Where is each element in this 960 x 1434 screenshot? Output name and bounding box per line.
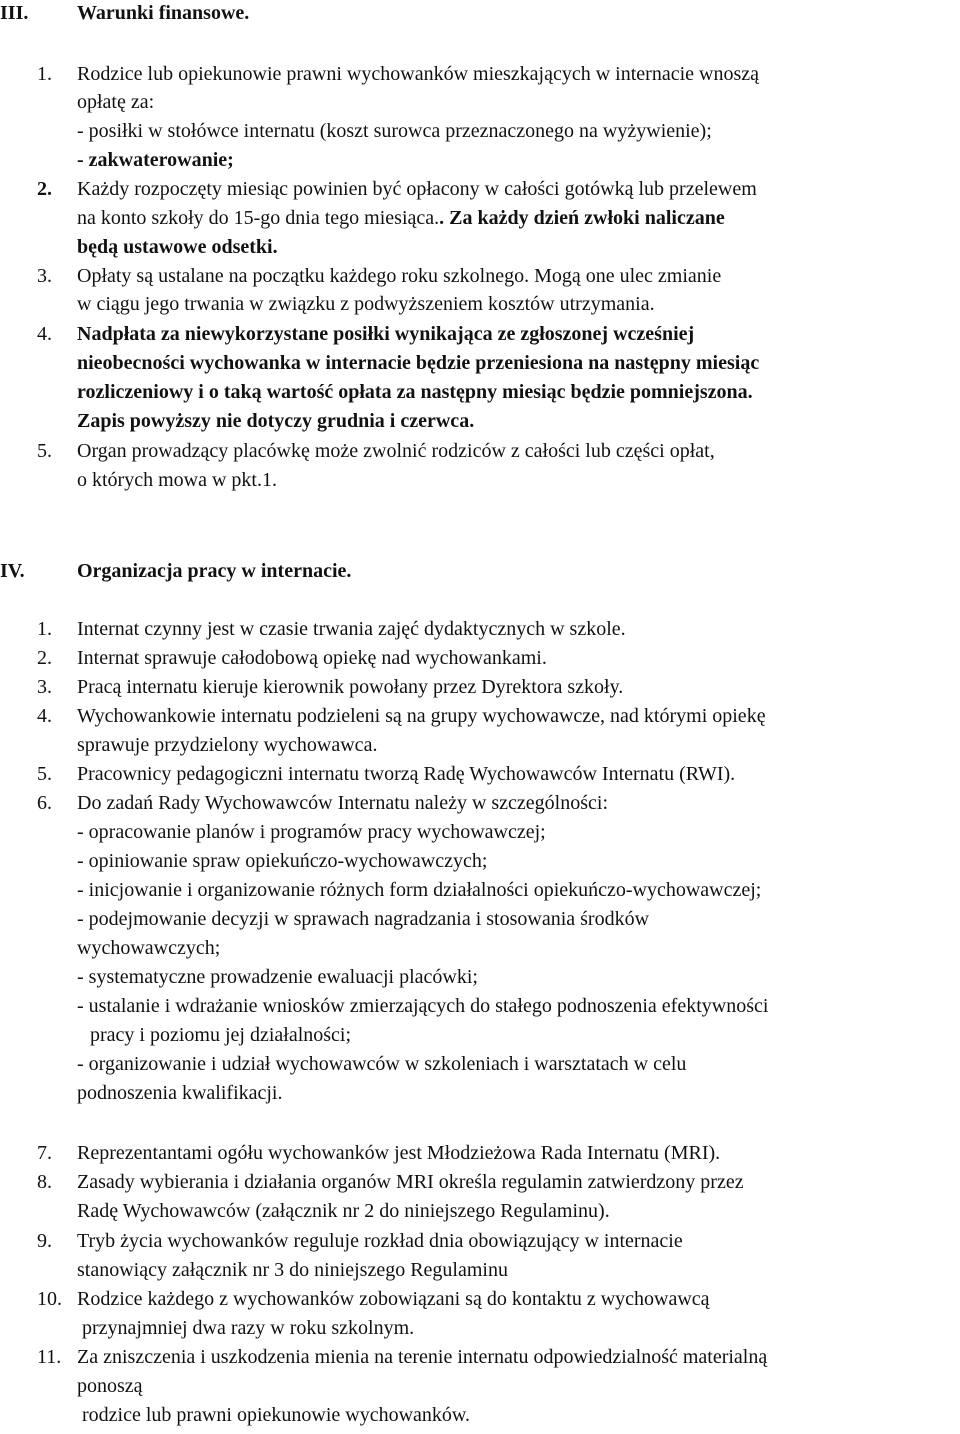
s4-item-11-line: Za zniszczenia i uszkodzenia mienia na terenie internatu odpowiedzialność materialną [77,1346,768,1368]
s4-item-6-line: - inicjowanie i organizowanie różnych form działalności opiekuńczo-wychowawczej; [77,879,762,901]
s4-item-6-line: - organizowanie i udział wychowawców w szkoleniach i warsztatach w celu [77,1053,687,1075]
s4-item-9-line: stanowiący załącznik nr 3 do niniejszego Regulaminu [77,1259,508,1281]
s3-item-1-line: Rodzice lub opiekunowie prawni wychowanków mieszkających w internacie wnoszą [77,63,759,85]
s4-item-10-line: Rodzice każdego z wychowanków zobowiązani są do kontaktu z wychowawcą [77,1288,710,1310]
s3-item-2-line-plain: na konto szkoły do 15-go dnia tego miesiąca. [77,207,440,229]
s3-item-5-line: Organ prowadzący placówkę może zwolnić rodziców z całości lub części opłat, [77,440,715,462]
s3-item-2-line-bold: . Za każdy dzień zwłoki naliczane [439,207,725,229]
s4-item-6-line: - opiniowanie spraw opiekuńczo-wychowawczych; [77,850,488,872]
s4-item-6-line: pracy i poziomu jej działalności; [90,1024,352,1046]
s3-item-4-line: Zapis powyższy nie dotyczy grudnia i czerwca. [77,410,475,432]
s4-item-9-line: Tryb życia wychowanków reguluje rozkład dnia obowiązujący w internacie [77,1230,683,1252]
s4-item-2-line: Internat sprawuje całodobową opiekę nad wychowankami. [77,647,547,669]
s3-item-4-line: rozliczeniowy i o taką wartość opłata za następny miesiąc będzie pomniejszona. [77,381,753,403]
s3-item-3-line-b: Mogą one ulec zmianie [534,265,722,287]
s4-item-6-line: - opracowanie planów i programów pracy wychowawczej; [77,821,546,843]
s3-item-2-line: Każdy rozpoczęty miesiąc powinien być opłacony w całości gotówką lub przelewem [77,178,757,200]
s4-item-6-line: - ustalanie i wdrażanie wniosków zmierzających do stałego podnoszenia efektywności [77,995,769,1017]
s4-item-4-line: Wychowankowie internatu podzieleni są na grupy wychowawcze, nad którymi opiekę [77,705,766,727]
s4-item-11-line: ponoszą [77,1375,143,1397]
s4-item-9-number: 9. [37,1230,52,1252]
s3-item-1-number: 1. [37,63,52,85]
s4-item-11-number: 11. [37,1346,62,1368]
section-4-numeral: IV. [0,560,25,582]
section-4-title: Organizacja pracy w internacie. [77,560,352,582]
s4-item-4-line: sprawuje przydzielony wychowawca. [77,734,378,756]
s4-item-6-number: 6. [37,792,52,814]
s3-item-5-line: o których mowa w pkt.1. [77,469,277,491]
s4-item-6-line: wychowawczych; [77,937,221,959]
s3-item-3-line: w ciągu jego trwania w związku z podwyższeniem kosztów utrzymania. [77,293,655,315]
s4-item-8-line: Zasady wybierania i działania organów MRI określa regulamin zatwierdzony przez [77,1171,744,1193]
s4-item-3-number: 3. [37,676,52,698]
s3-item-1-line: - zakwaterowanie; [77,149,234,171]
s3-item-4-number: 4. [37,323,52,345]
section-3-title: Warunki finansowe. [77,2,250,24]
s4-item-7-line: Reprezentantami ogółu wychowanków jest Młodzieżowa Rada Internatu (MRI). [77,1142,721,1164]
s3-item-1-line: - posiłki w stołówce internatu (koszt surowca przeznaczonego na wyżywienie); [77,120,712,142]
s4-item-5-line: Pracownicy pedagogiczni internatu tworzą Radę Wychowawców Internatu (RWI). [77,763,736,785]
s4-item-3-line: Pracą internatu kieruje kierownik powołany przez Dyrektora szkoły. [77,676,624,698]
s3-item-2-number: 2. [37,178,52,200]
s3-item-5-number: 5. [37,440,52,462]
s4-item-8-number: 8. [37,1171,52,1193]
s3-item-3-number: 3. [37,265,52,287]
s4-item-6-line: - systematyczne prowadzenie ewaluacji placówki; [77,966,478,988]
s3-item-2-line: będą ustawowe odsetki. [77,236,278,258]
s3-item-3-line [77,264,721,288]
s4-item-6-line: Do zadań Rady Wychowawców Internatu należy w szczególności: [77,792,609,814]
s4-item-5-number: 5. [37,763,52,785]
s3-item-4-line: nieobecności wychowanka w internacie będzie przeniesiona na następny miesiąc [77,352,760,374]
s4-item-10-line: przynajmniej dwa razy w roku szkolnym. [82,1317,415,1339]
s3-item-3-line-a: Opłaty są ustalane na początku każdego roku szkolnego. [77,265,530,287]
s4-item-2-number: 2. [37,647,52,669]
s4-item-10-number: 10. [37,1288,62,1310]
s4-item-4-number: 4. [37,705,52,727]
s3-item-1-line: opłatę za: [77,91,155,113]
s4-item-11-line: rodzice lub prawni opiekunowie wychowanków. [82,1404,471,1426]
s4-item-1-number: 1. [37,618,52,640]
s3-item-4-line: Nadpłata za niewykorzystane posiłki wynikająca ze zgłoszonej wcześniej [77,323,695,345]
s4-item-7-number: 7. [37,1142,52,1164]
s3-item-2-line [77,206,725,230]
section-3-numeral: III. [0,2,29,24]
s4-item-6-line: podnoszenia kwalifikacji. [77,1082,283,1104]
s4-item-1-line: Internat czynny jest w czasie trwania zajęć dydaktycznych w szkole. [77,618,626,640]
s4-item-6-line: - podejmowanie decyzji w sprawach nagradzania i stosowania środków [77,908,650,930]
s4-item-8-line: Radę Wychowawców (załącznik nr 2 do niniejszego Regulaminu). [77,1200,610,1222]
